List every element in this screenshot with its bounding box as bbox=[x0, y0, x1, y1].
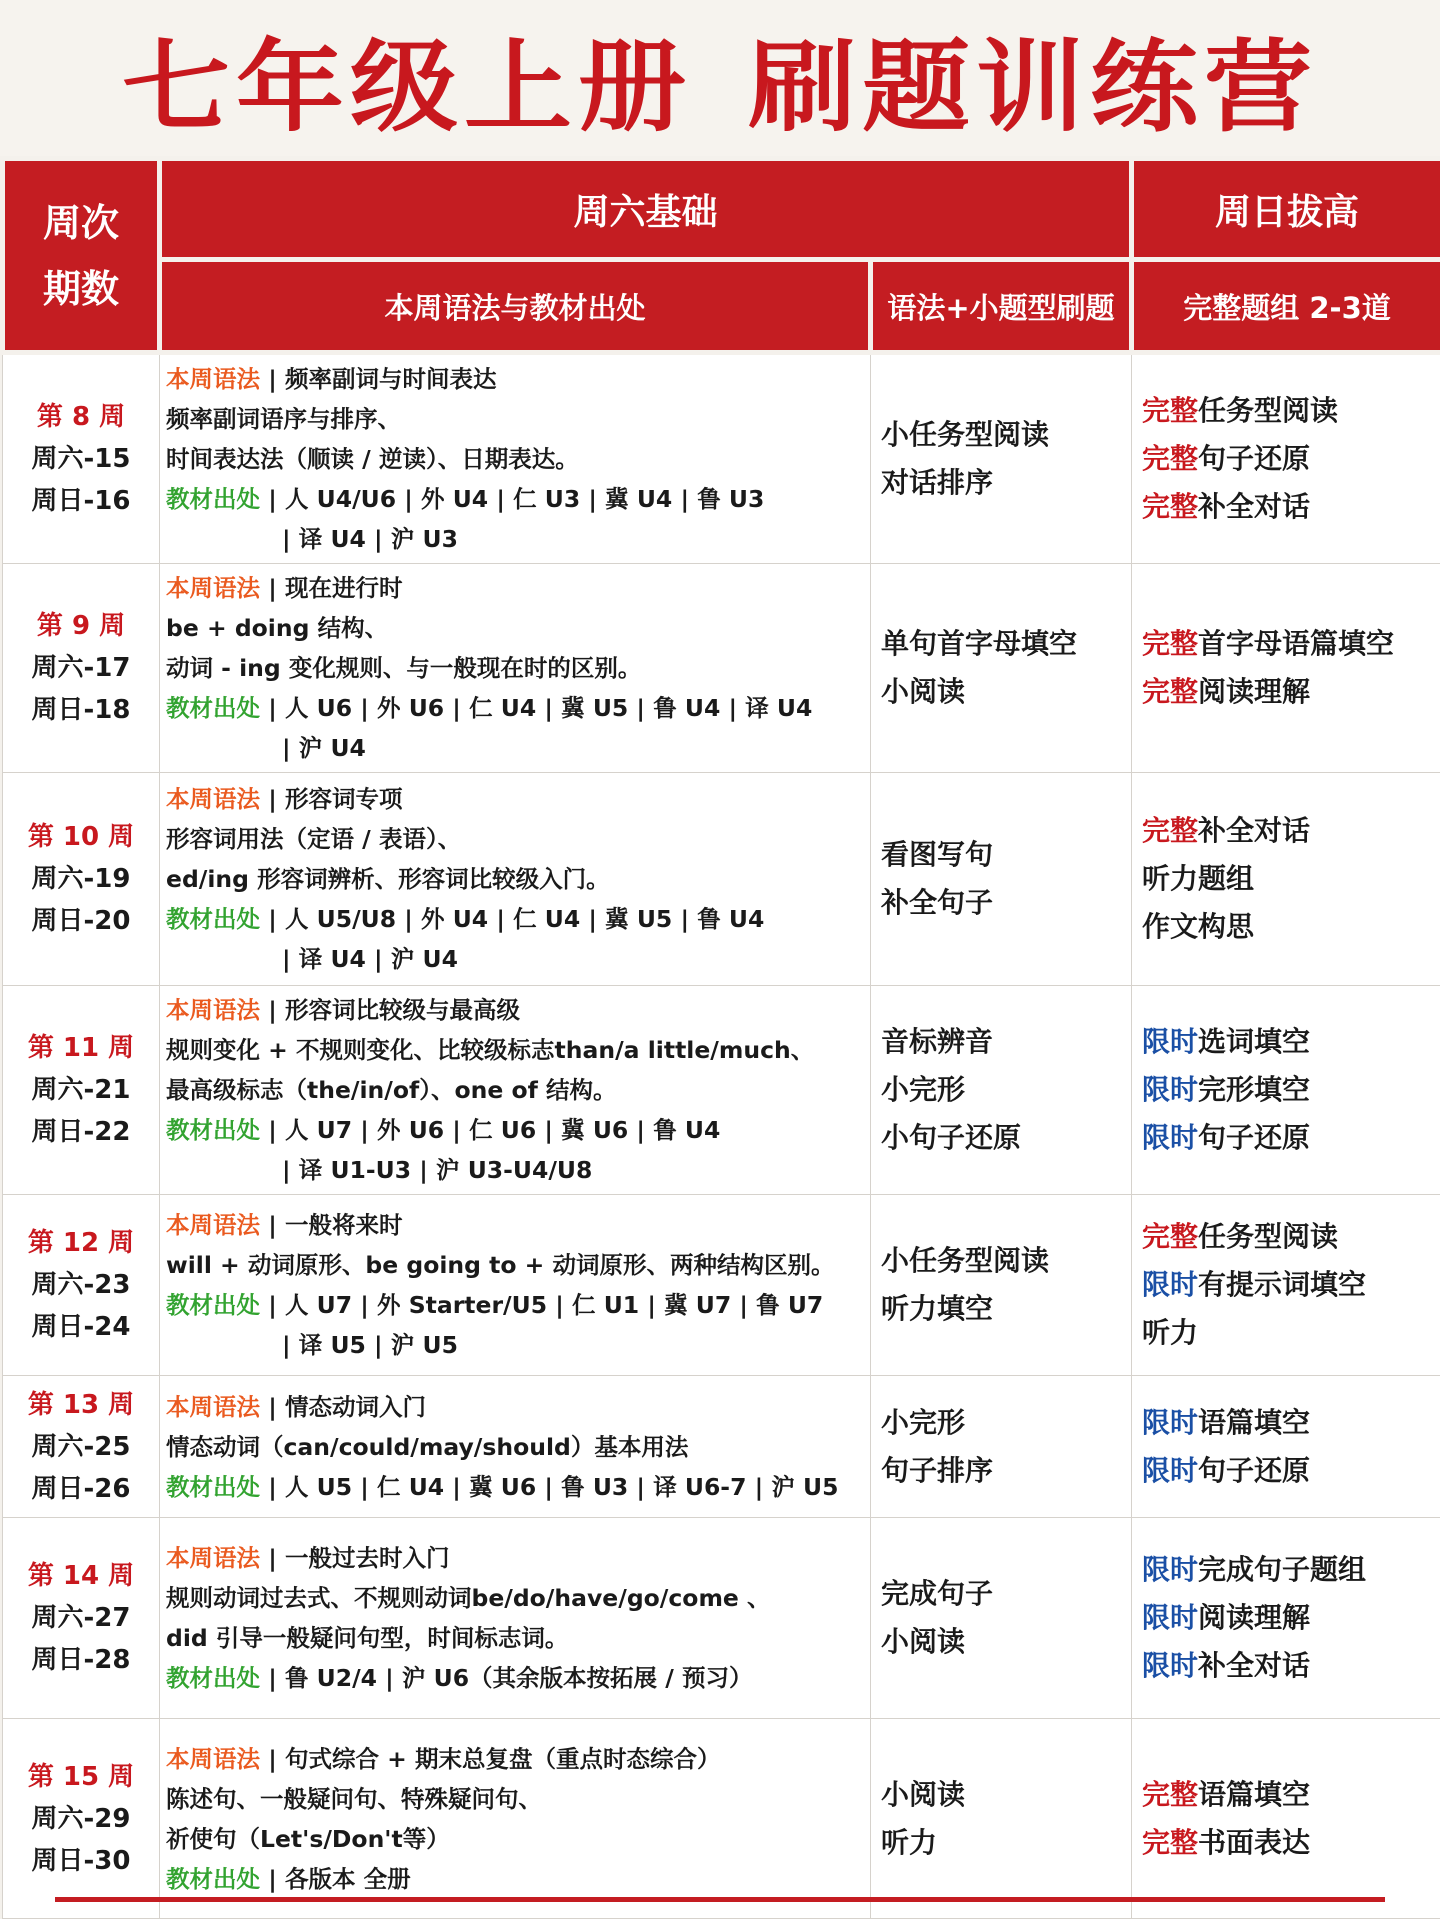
drill-cell bbox=[871, 773, 1132, 986]
grammar-title: | 一般将来时 bbox=[268, 1211, 402, 1239]
full-set-text: 补全对话 bbox=[1198, 1649, 1310, 1682]
grammar-title-line bbox=[166, 990, 864, 1030]
grammar-label: 本周语法 bbox=[166, 996, 260, 1024]
grammar-title: | 频率副词与时间表达 bbox=[268, 365, 496, 393]
drill-item: 小阅读 bbox=[881, 1618, 1131, 1666]
source-line-continued: | 译 U4 | 沪 U3 bbox=[166, 519, 864, 559]
source-line bbox=[166, 479, 864, 519]
bottom-rule bbox=[55, 1897, 1385, 1902]
full-set-tag: 限时 bbox=[1142, 1073, 1198, 1106]
sunday-period: 周日-16 bbox=[3, 480, 159, 522]
grammar-title: | 现在进行时 bbox=[268, 574, 402, 602]
week-number: 第 10 周 bbox=[3, 816, 159, 858]
grammar-title: | 形容词比较级与最高级 bbox=[268, 996, 520, 1024]
sunday-period: 周日-24 bbox=[3, 1306, 159, 1348]
full-set-item bbox=[1142, 1399, 1440, 1447]
source-line bbox=[166, 1285, 864, 1325]
source-label: 教材出处 bbox=[166, 694, 260, 722]
week-number: 第 13 周 bbox=[3, 1384, 159, 1426]
full-set-text: 阅读理解 bbox=[1198, 675, 1310, 708]
full-set-item bbox=[1142, 1642, 1440, 1690]
full-set-tag: 完整 bbox=[1142, 675, 1198, 708]
full-set-text: 阅读理解 bbox=[1198, 1601, 1310, 1634]
full-set-tag: 完整 bbox=[1142, 1220, 1198, 1253]
full-set-text: 作文构思 bbox=[1142, 910, 1254, 943]
week-number: 第 9 周 bbox=[3, 605, 159, 647]
source-text: | 人 U5 | 仁 U4 | 冀 U6 | 鲁 U3 | 译 U6-7 | 沪 U5 bbox=[268, 1473, 838, 1501]
drill-item: 小完形 bbox=[881, 1399, 1131, 1447]
grammar-line: 规则动词过去式、不规则动词be/do/have/go/come 、 bbox=[166, 1578, 864, 1618]
header-period-label: 期数 bbox=[5, 256, 157, 322]
full-set-tag: 完整 bbox=[1142, 1826, 1198, 1859]
table-row bbox=[3, 986, 1440, 1195]
saturday-period: 周六-19 bbox=[3, 858, 159, 900]
full-set-text: 补全对话 bbox=[1198, 814, 1310, 847]
source-label: 教材出处 bbox=[166, 1473, 260, 1501]
table-row bbox=[3, 353, 1440, 564]
grammar-line: be + doing 结构、 bbox=[166, 608, 864, 648]
saturday-period: 周六-21 bbox=[3, 1069, 159, 1111]
full-set-item bbox=[1142, 1594, 1440, 1642]
saturday-period: 周六-25 bbox=[3, 1426, 159, 1468]
week-number: 第 12 周 bbox=[3, 1222, 159, 1264]
source-label: 教材出处 bbox=[166, 1664, 260, 1692]
grammar-line: 动词 - ing 变化规则、与一般现在时的区别。 bbox=[166, 648, 864, 688]
grammar-line: 形容词用法（定语 / 表语）、 bbox=[166, 819, 864, 859]
title-band bbox=[0, 0, 1440, 156]
week-cell bbox=[3, 1719, 160, 1919]
grammar-line: 频率副词语序与排序、 bbox=[166, 399, 864, 439]
grammar-cell bbox=[160, 773, 871, 986]
full-set-item bbox=[1142, 620, 1440, 668]
grammar-title-line bbox=[166, 1739, 864, 1779]
table-row bbox=[3, 1376, 1440, 1518]
drill-cell bbox=[871, 1376, 1132, 1518]
saturday-period: 周六-15 bbox=[3, 438, 159, 480]
week-cell bbox=[3, 353, 160, 564]
grammar-title: | 形容词专项 bbox=[268, 785, 402, 813]
saturday-period: 周六-27 bbox=[3, 1597, 159, 1639]
full-set-item bbox=[1142, 1546, 1440, 1594]
grammar-line: ed/ing 形容词辨析、形容词比较级入门。 bbox=[166, 859, 864, 899]
sunday-period: 周日-20 bbox=[3, 900, 159, 942]
drill-item: 小阅读 bbox=[881, 668, 1131, 716]
grammar-cell bbox=[160, 986, 871, 1195]
grammar-line: did 引导一般疑问句型，时间标志词。 bbox=[166, 1618, 864, 1658]
drill-item: 小句子还原 bbox=[881, 1114, 1131, 1162]
drill-item: 小完形 bbox=[881, 1066, 1131, 1114]
full-set-tag: 完整 bbox=[1142, 814, 1198, 847]
full-set-item bbox=[1142, 435, 1440, 483]
drill-item: 对话排序 bbox=[881, 459, 1131, 507]
grammar-cell bbox=[160, 1195, 871, 1376]
grammar-label: 本周语法 bbox=[166, 1745, 260, 1773]
full-set-cell bbox=[1132, 1195, 1440, 1376]
full-set-item bbox=[1142, 1819, 1440, 1867]
source-line bbox=[166, 1859, 864, 1899]
full-set-text: 句子还原 bbox=[1198, 442, 1310, 475]
week-cell bbox=[3, 986, 160, 1195]
header-week-label: 周次 bbox=[5, 190, 157, 256]
title-right: 刷题训练营 bbox=[748, 30, 1318, 145]
table-row bbox=[3, 1518, 1440, 1719]
source-line bbox=[166, 688, 864, 728]
full-set-tag: 限时 bbox=[1142, 1025, 1198, 1058]
sunday-period: 周日-22 bbox=[3, 1111, 159, 1153]
full-set-item bbox=[1142, 1447, 1440, 1495]
week-cell bbox=[3, 773, 160, 986]
full-set-cell bbox=[1132, 986, 1440, 1195]
drill-cell bbox=[871, 1195, 1132, 1376]
week-cell bbox=[3, 564, 160, 773]
full-set-item bbox=[1142, 1066, 1440, 1114]
drill-item: 看图写句 bbox=[881, 831, 1131, 879]
source-line bbox=[166, 899, 864, 939]
grammar-cell bbox=[160, 564, 871, 773]
source-label: 教材出处 bbox=[166, 1865, 260, 1893]
week-number: 第 11 周 bbox=[3, 1027, 159, 1069]
source-label: 教材出处 bbox=[166, 1116, 260, 1144]
source-line bbox=[166, 1658, 864, 1698]
full-set-item bbox=[1142, 668, 1440, 716]
page-title bbox=[122, 7, 1318, 150]
full-set-text: 补全对话 bbox=[1198, 490, 1310, 523]
full-set-tag: 限时 bbox=[1142, 1553, 1198, 1586]
full-set-item bbox=[1142, 1114, 1440, 1162]
source-line-continued: | 译 U1-U3 | 沪 U3-U4/U8 bbox=[166, 1150, 864, 1190]
source-text: | 人 U7 | 外 Starter/U5 | 仁 U1 | 冀 U7 | 鲁 U7 bbox=[268, 1291, 823, 1319]
drill-item: 完成句子 bbox=[881, 1570, 1131, 1618]
header-grammar: 本周语法与教材出处 bbox=[160, 260, 871, 353]
full-set-tag: 限时 bbox=[1142, 1268, 1198, 1301]
grammar-line: 祈使句（Let's/Don't等） bbox=[166, 1819, 864, 1859]
full-set-item bbox=[1142, 1213, 1440, 1261]
full-set-item bbox=[1142, 855, 1440, 903]
source-text: | 各版本 全册 bbox=[268, 1865, 410, 1893]
full-set-cell bbox=[1132, 1518, 1440, 1719]
grammar-title-line bbox=[166, 1205, 864, 1245]
full-set-item bbox=[1142, 807, 1440, 855]
saturday-period: 周六-23 bbox=[3, 1264, 159, 1306]
source-label: 教材出处 bbox=[166, 905, 260, 933]
grammar-title-line bbox=[166, 568, 864, 608]
full-set-text: 句子还原 bbox=[1198, 1121, 1310, 1154]
full-set-tag: 限时 bbox=[1142, 1601, 1198, 1634]
drill-item: 小阅读 bbox=[881, 1771, 1131, 1819]
table-row bbox=[3, 773, 1440, 986]
drill-cell bbox=[871, 986, 1132, 1195]
drill-item: 听力填空 bbox=[881, 1285, 1131, 1333]
full-set-tag: 限时 bbox=[1142, 1454, 1198, 1487]
week-number: 第 8 周 bbox=[3, 396, 159, 438]
table-row bbox=[3, 1719, 1440, 1919]
week-number: 第 15 周 bbox=[3, 1756, 159, 1798]
grammar-line: 情态动词（can/could/may/should）基本用法 bbox=[166, 1427, 864, 1467]
saturday-period: 周六-29 bbox=[3, 1798, 159, 1840]
grammar-label: 本周语法 bbox=[166, 1393, 260, 1421]
grammar-line: 最高级标志（the/in/of）、one of 结构。 bbox=[166, 1070, 864, 1110]
full-set-cell bbox=[1132, 1719, 1440, 1919]
week-cell bbox=[3, 1376, 160, 1518]
week-cell bbox=[3, 1518, 160, 1719]
source-line bbox=[166, 1467, 864, 1507]
full-set-item bbox=[1142, 903, 1440, 951]
full-set-text: 语篇填空 bbox=[1198, 1778, 1310, 1811]
grammar-line: 陈述句、一般疑问句、特殊疑问句、 bbox=[166, 1779, 864, 1819]
full-set-item bbox=[1142, 1018, 1440, 1066]
full-set-tag: 限时 bbox=[1142, 1121, 1198, 1154]
grammar-cell bbox=[160, 353, 871, 564]
full-set-tag: 限时 bbox=[1142, 1406, 1198, 1439]
full-set-tag: 完整 bbox=[1142, 490, 1198, 523]
full-set-cell bbox=[1132, 564, 1440, 773]
source-line-continued: | 译 U5 | 沪 U5 bbox=[166, 1325, 864, 1365]
source-label: 教材出处 bbox=[166, 1291, 260, 1319]
grammar-label: 本周语法 bbox=[166, 1544, 260, 1572]
drill-item: 听力 bbox=[881, 1819, 1131, 1867]
title-left: 七年级上册 bbox=[122, 30, 692, 145]
sunday-period: 周日-18 bbox=[3, 689, 159, 731]
full-set-cell bbox=[1132, 773, 1440, 986]
full-set-cell bbox=[1132, 353, 1440, 564]
grammar-line: will + 动词原形、be going to + 动词原形、两种结构区别。 bbox=[166, 1245, 864, 1285]
full-set-text: 书面表达 bbox=[1198, 1826, 1310, 1859]
source-line-continued: | 译 U4 | 沪 U4 bbox=[166, 939, 864, 979]
full-set-text: 听力题组 bbox=[1142, 862, 1254, 895]
week-cell bbox=[3, 1195, 160, 1376]
grammar-title: | 情态动词入门 bbox=[268, 1393, 426, 1421]
full-set-text: 句子还原 bbox=[1198, 1454, 1310, 1487]
header-saturday: 周六基础 bbox=[160, 159, 1132, 260]
header-full-set: 完整题组 2-3道 bbox=[1132, 260, 1440, 353]
saturday-period: 周六-17 bbox=[3, 647, 159, 689]
source-text: | 人 U7 | 外 U6 | 仁 U6 | 冀 U6 | 鲁 U4 bbox=[268, 1116, 720, 1144]
drill-item: 小任务型阅读 bbox=[881, 411, 1131, 459]
full-set-item bbox=[1142, 1771, 1440, 1819]
schedule-table bbox=[0, 156, 1440, 1919]
full-set-text: 任务型阅读 bbox=[1198, 1220, 1338, 1253]
drill-cell bbox=[871, 353, 1132, 564]
full-set-tag: 限时 bbox=[1142, 1649, 1198, 1682]
full-set-text: 有提示词填空 bbox=[1198, 1268, 1366, 1301]
header-week-period bbox=[3, 159, 160, 353]
schedule-body bbox=[3, 353, 1440, 1919]
full-set-text: 完成句子题组 bbox=[1198, 1553, 1366, 1586]
grammar-cell bbox=[160, 1719, 871, 1919]
source-text: | 人 U4/U6 | 外 U4 | 仁 U3 | 冀 U4 | 鲁 U3 bbox=[268, 485, 764, 513]
sunday-period: 周日-26 bbox=[3, 1468, 159, 1510]
full-set-text: 完形填空 bbox=[1198, 1073, 1310, 1106]
full-set-tag: 完整 bbox=[1142, 627, 1198, 660]
full-set-item bbox=[1142, 387, 1440, 435]
header-sunday: 周日拔高 bbox=[1132, 159, 1440, 260]
grammar-cell bbox=[160, 1518, 871, 1719]
drill-item: 句子排序 bbox=[881, 1447, 1131, 1495]
drill-item: 音标辨音 bbox=[881, 1018, 1131, 1066]
table-row bbox=[3, 564, 1440, 773]
grammar-label: 本周语法 bbox=[166, 785, 260, 813]
full-set-text: 语篇填空 bbox=[1198, 1406, 1310, 1439]
grammar-title: | 句式综合 + 期末总复盘（重点时态综合） bbox=[268, 1745, 720, 1773]
source-line-continued: | 沪 U4 bbox=[166, 728, 864, 768]
grammar-line: 时间表达法（顺读 / 逆读）、日期表达。 bbox=[166, 439, 864, 479]
grammar-title-line bbox=[166, 359, 864, 399]
table-row bbox=[3, 1195, 1440, 1376]
full-set-item bbox=[1142, 1309, 1440, 1357]
drill-item: 补全句子 bbox=[881, 879, 1131, 927]
full-set-item bbox=[1142, 483, 1440, 531]
grammar-title: | 一般过去时入门 bbox=[268, 1544, 449, 1572]
grammar-cell bbox=[160, 1376, 871, 1518]
grammar-label: 本周语法 bbox=[166, 365, 260, 393]
full-set-cell bbox=[1132, 1376, 1440, 1518]
source-text: | 人 U5/U8 | 外 U4 | 仁 U4 | 冀 U5 | 鲁 U4 bbox=[268, 905, 764, 933]
full-set-text: 首字母语篇填空 bbox=[1198, 627, 1394, 660]
grammar-title-line bbox=[166, 1538, 864, 1578]
grammar-line: 规则变化 + 不规则变化、比较级标志than/a little/much、 bbox=[166, 1030, 864, 1070]
sunday-period: 周日-28 bbox=[3, 1639, 159, 1681]
grammar-label: 本周语法 bbox=[166, 574, 260, 602]
drill-cell bbox=[871, 1518, 1132, 1719]
drill-cell bbox=[871, 564, 1132, 773]
source-line bbox=[166, 1110, 864, 1150]
drill-cell bbox=[871, 1719, 1132, 1919]
grammar-title-line bbox=[166, 779, 864, 819]
full-set-text: 听力 bbox=[1142, 1316, 1198, 1349]
source-text: | 人 U6 | 外 U6 | 仁 U4 | 冀 U5 | 鲁 U4 | 译 U4 bbox=[268, 694, 812, 722]
full-set-text: 任务型阅读 bbox=[1198, 394, 1338, 427]
full-set-item bbox=[1142, 1261, 1440, 1309]
drill-item: 小任务型阅读 bbox=[881, 1237, 1131, 1285]
grammar-label: 本周语法 bbox=[166, 1211, 260, 1239]
full-set-tag: 完整 bbox=[1142, 394, 1198, 427]
source-label: 教材出处 bbox=[166, 485, 260, 513]
drill-item: 单句首字母填空 bbox=[881, 620, 1131, 668]
full-set-tag: 完整 bbox=[1142, 1778, 1198, 1811]
sunday-period: 周日-30 bbox=[3, 1840, 159, 1882]
week-number: 第 14 周 bbox=[3, 1555, 159, 1597]
full-set-tag: 完整 bbox=[1142, 442, 1198, 475]
source-text: | 鲁 U2/4 | 沪 U6（其余版本按拓展 / 预习） bbox=[268, 1664, 752, 1692]
header-drill: 语法+小题型刷题 bbox=[871, 260, 1132, 353]
full-set-text: 选词填空 bbox=[1198, 1025, 1310, 1058]
grammar-title-line bbox=[166, 1387, 864, 1427]
